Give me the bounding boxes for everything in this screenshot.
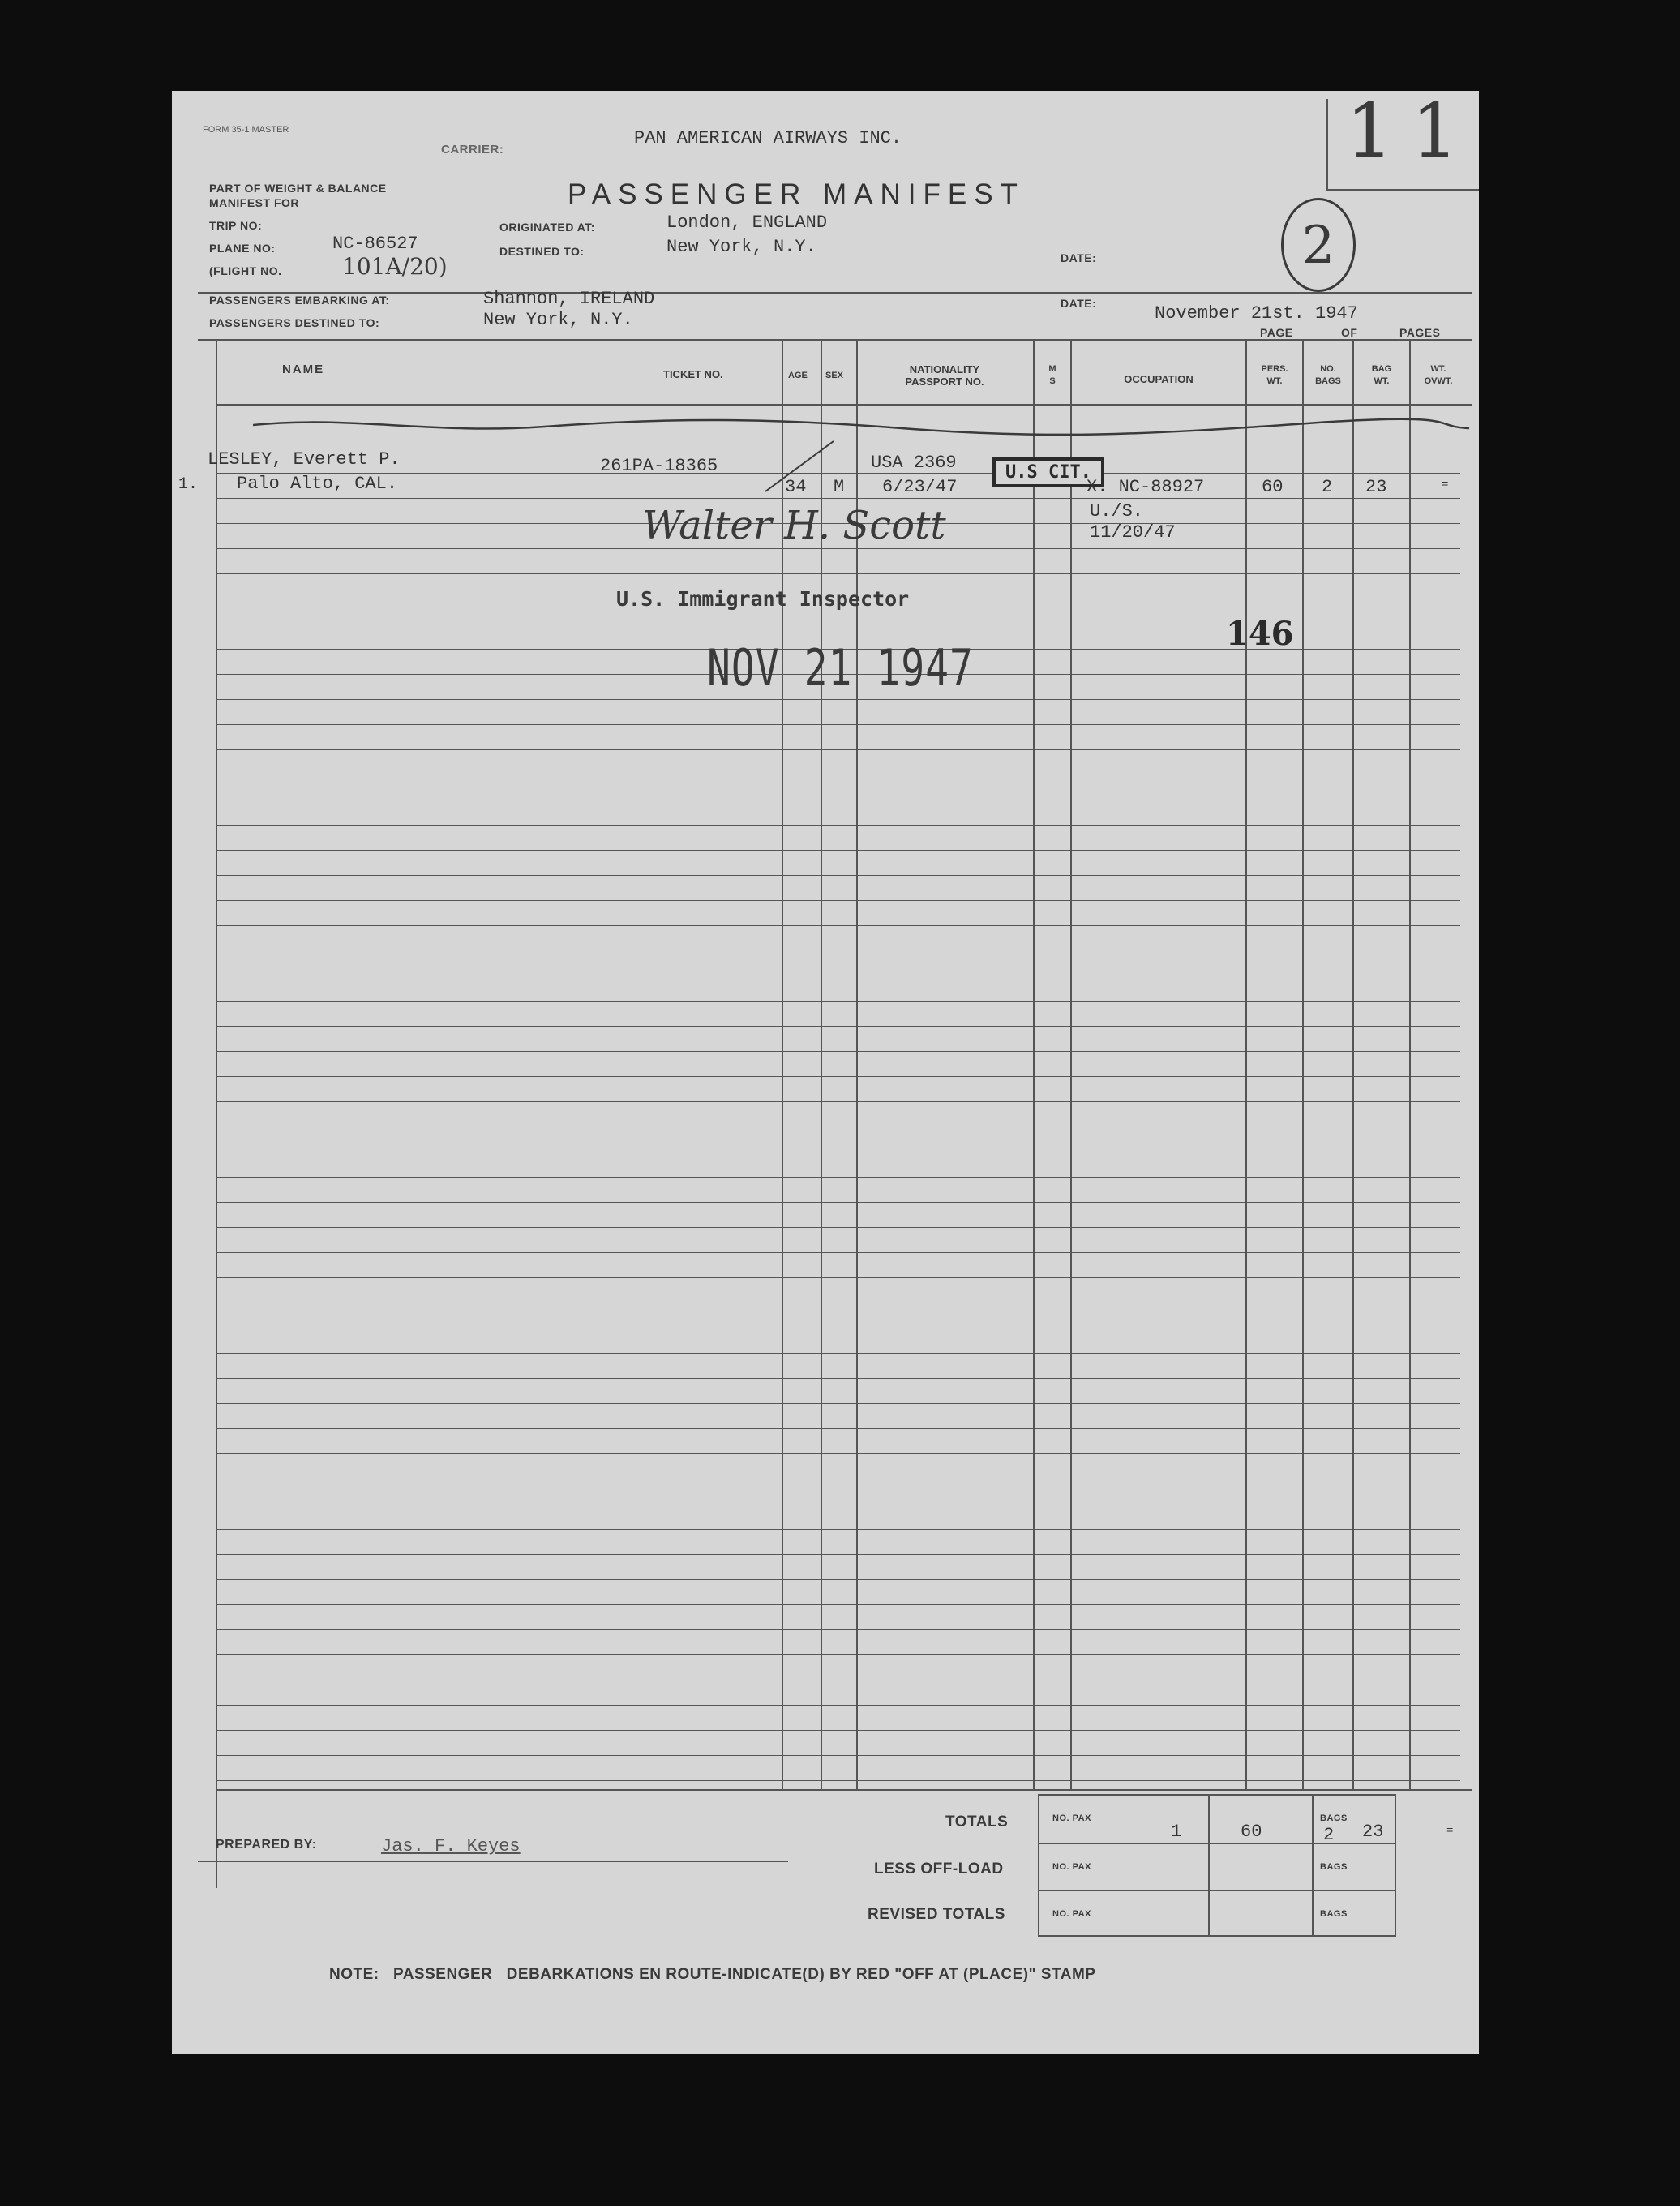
- row-rule: [216, 699, 1460, 700]
- totals-bags-value: 2: [1323, 1825, 1335, 1845]
- col-head-nationality-2: PASSPORT NO.: [905, 376, 984, 388]
- row-rule: [216, 1177, 1460, 1178]
- col-head-sex: SEX: [825, 371, 844, 380]
- inspector-title: U.S. Immigrant Inspector: [616, 587, 910, 611]
- col-head-ms-2: S: [1049, 376, 1056, 386]
- row-rule: [216, 1227, 1460, 1228]
- revised-totals-label: REVISED TOTALS: [868, 1906, 1005, 1923]
- passenger-pers-wt: 60: [1262, 477, 1284, 497]
- inspector-signature: Walter H. Scott: [642, 503, 946, 548]
- totals-col-line-2: [1312, 1794, 1314, 1937]
- row-rule: [216, 1780, 1460, 1781]
- passenger-passport-no: USA 2369: [871, 453, 957, 473]
- prepared-by-line: [198, 1861, 788, 1862]
- row-rule: [216, 1629, 1460, 1630]
- plane-value: NC-86527: [332, 234, 418, 254]
- col-head-ms: [1035, 363, 1070, 388]
- prepared-by-value: Jas. F. Keyes: [381, 1836, 521, 1856]
- trip-label: TRIP NO:: [209, 219, 263, 232]
- originated-label: ORIGINATED AT:: [499, 221, 595, 234]
- col-line-age: [782, 339, 783, 1789]
- header-rule-3: [216, 404, 1472, 406]
- col-line-left: [216, 339, 217, 1888]
- row-rule: [216, 875, 1460, 876]
- totals-row-line-2: [1038, 1890, 1396, 1891]
- footer-note: NOTE: PASSENGER DEBARKATIONS EN ROUTE-INDICATE(D) BY RED "OFF AT (PLACE)" STAMP: [329, 1966, 1096, 1983]
- revised-bags-label: BAGS: [1320, 1909, 1348, 1919]
- embarking-label: PASSENGERS EMBARKING AT:: [209, 294, 390, 307]
- circled-page-number: [1281, 198, 1356, 292]
- passenger-age: 34: [785, 477, 807, 497]
- row-rule: [216, 1529, 1460, 1530]
- col-head-occupation: OCCUPATION: [1124, 373, 1194, 385]
- row-rule: [216, 1353, 1460, 1354]
- row-rule: [216, 1579, 1460, 1580]
- row-rule: [216, 724, 1460, 725]
- date2-value: November 21st. 1947: [1155, 303, 1358, 324]
- passenger-passport-date: 6/23/47: [882, 477, 958, 497]
- inspection-date-stamp: NOV 21 1947: [707, 639, 974, 698]
- form-number: FORM 35-1 MASTER: [203, 125, 289, 135]
- row-rule: [216, 548, 1460, 549]
- part-of-label-1: PART OF WEIGHT & BALANCE: [209, 182, 387, 195]
- col-line-occ: [1070, 339, 1072, 1789]
- row-rule: [216, 1604, 1460, 1605]
- col-head-pers-wt: [1247, 363, 1302, 388]
- row-rule: [216, 1252, 1460, 1253]
- col-head-name: NAME: [282, 363, 325, 376]
- col-line-sex: [821, 339, 822, 1789]
- col-line-nat: [856, 339, 858, 1789]
- col-head-nationality-1: NATIONALITY: [909, 363, 980, 376]
- row-rule: [216, 1026, 1460, 1027]
- manifest-sheet: [172, 88, 1479, 2054]
- totals-pers-wt-value: 60: [1241, 1822, 1262, 1842]
- row-rule: [216, 1705, 1460, 1706]
- col-head-ticket: TICKET NO.: [663, 368, 723, 380]
- flight-label: (FLIGHT NO.: [209, 264, 282, 277]
- passenger-occupation-1: X. NC-88927: [1086, 477, 1205, 497]
- col-line-ms: [1033, 339, 1035, 1789]
- originated-value: London, ENGLAND: [666, 212, 828, 233]
- row-rule: [216, 1654, 1460, 1655]
- col-head-bag-wt: [1354, 363, 1409, 388]
- row-rule: [216, 1277, 1460, 1278]
- col-head-pers-wt-2: WT.: [1266, 376, 1283, 386]
- row-rule: [216, 498, 1460, 499]
- totals-no-pax-label: NO. PAX: [1052, 1813, 1091, 1823]
- row-rule: [216, 825, 1460, 826]
- totals-label: TOTALS: [945, 1813, 1009, 1830]
- corner-mark: 11: [1346, 88, 1477, 174]
- part-of-label-2: MANIFEST FOR: [209, 196, 299, 209]
- totals-col-line-1: [1208, 1794, 1210, 1937]
- header-rule-2: [198, 339, 1472, 341]
- embarking-value: Shannon, IRELAND: [483, 289, 655, 309]
- row-rule: [216, 1076, 1460, 1077]
- of-label: OF: [1341, 326, 1358, 339]
- col-head-ovwt-1: WT.: [1430, 364, 1446, 374]
- row-rule: [216, 900, 1460, 901]
- inspection-number-stamp: 146: [1226, 615, 1294, 653]
- totals-ovwt-value: =: [1446, 1825, 1454, 1838]
- col-head-bag-wt-1: BAG: [1371, 364, 1392, 374]
- rows-bottom-rule: [216, 1789, 1472, 1791]
- us-citizen-stamp-text: U.S CIT.: [1005, 462, 1091, 483]
- col-head-bags-2: BAGS: [1315, 376, 1341, 386]
- row-rule: [216, 1001, 1460, 1002]
- row-rule: [216, 1378, 1460, 1379]
- totals-bags-label: BAGS: [1320, 1813, 1348, 1823]
- row-rule: [216, 850, 1460, 851]
- date-label: DATE:: [1061, 251, 1097, 264]
- row-rule: [216, 1101, 1460, 1102]
- col-head-age: AGE: [788, 371, 808, 380]
- passenger-occupation-2: U./S.: [1090, 501, 1144, 521]
- col-line-ovwt: [1409, 339, 1411, 1789]
- col-head-bags: [1304, 363, 1352, 388]
- row-rule: [216, 1453, 1460, 1454]
- passenger-sex: M: [834, 477, 845, 497]
- pages-label: PAGES: [1399, 326, 1441, 339]
- offload-bags-label: BAGS: [1320, 1862, 1348, 1872]
- col-head-nationality: [858, 363, 1031, 388]
- row-rule: [216, 1202, 1460, 1203]
- manifest-title: PASSENGER MANIFEST: [568, 178, 1025, 210]
- col-head-pers-wt-1: PERS.: [1261, 364, 1288, 374]
- destined-value: New York, N.Y.: [666, 237, 816, 257]
- passenger-ovwt: =: [1442, 479, 1449, 491]
- offload-no-pax-label: NO. PAX: [1052, 1862, 1091, 1872]
- row-rule: [216, 1554, 1460, 1555]
- date2-label: DATE:: [1061, 297, 1097, 310]
- col-head-ovwt: [1411, 363, 1466, 388]
- row-rule: [216, 925, 1460, 926]
- carrier-label: CARRIER:: [441, 143, 504, 157]
- col-head-ms-1: M: [1048, 364, 1056, 374]
- wavy-strike-line: [253, 410, 1469, 443]
- passenger-residence: Palo Alto, CAL.: [237, 474, 398, 494]
- col-line-pers: [1245, 339, 1247, 1789]
- totals-bag-wt-value: 23: [1362, 1822, 1384, 1842]
- flight-value: 101A/20): [342, 253, 448, 280]
- col-head-bag-wt-2: WT.: [1374, 376, 1390, 386]
- totals-row-line-1: [1038, 1843, 1396, 1844]
- col-head-ovwt-2: OVWT.: [1424, 376, 1453, 386]
- col-line-bags: [1302, 339, 1304, 1789]
- passenger-bag-wt: 23: [1365, 477, 1387, 497]
- corner-box-left-line: [1326, 99, 1328, 190]
- totals-pax-value: 1: [1171, 1822, 1182, 1842]
- row-rule: [216, 1403, 1460, 1404]
- page-label: PAGE: [1260, 326, 1293, 339]
- row-rule: [216, 1051, 1460, 1052]
- row-rule: [216, 1730, 1460, 1731]
- passenger-occupation-3: 11/20/47: [1090, 522, 1176, 543]
- destined2-value: New York, N.Y.: [483, 310, 633, 330]
- col-head-bags-1: NO.: [1320, 364, 1336, 374]
- row-rule: [216, 1755, 1460, 1756]
- passenger-ticket: 261PA-18365: [600, 456, 718, 476]
- less-offload-label: LESS OFF-LOAD: [874, 1861, 1004, 1878]
- corner-box-bottom-line: [1326, 189, 1479, 191]
- prepared-by-label: PREPARED BY:: [216, 1838, 317, 1852]
- destined2-label: PASSENGERS DESTINED TO:: [209, 316, 380, 329]
- plane-label: PLANE NO:: [209, 242, 276, 255]
- row-number: 1.: [178, 475, 199, 494]
- revised-no-pax-label: NO. PAX: [1052, 1909, 1091, 1919]
- destined-label: DESTINED TO:: [499, 245, 585, 258]
- passenger-name: LESLEY, Everett P.: [208, 449, 401, 470]
- circled-number-text: 2: [1301, 216, 1335, 276]
- row-rule: [216, 573, 1460, 574]
- carrier-value: PAN AMERICAN AIRWAYS INC.: [634, 128, 902, 148]
- row-rule: [216, 1428, 1460, 1429]
- col-line-bagwt: [1352, 339, 1354, 1789]
- passenger-no-bags: 2: [1322, 477, 1333, 497]
- row-rule: [216, 749, 1460, 750]
- row-rule: [216, 473, 1460, 474]
